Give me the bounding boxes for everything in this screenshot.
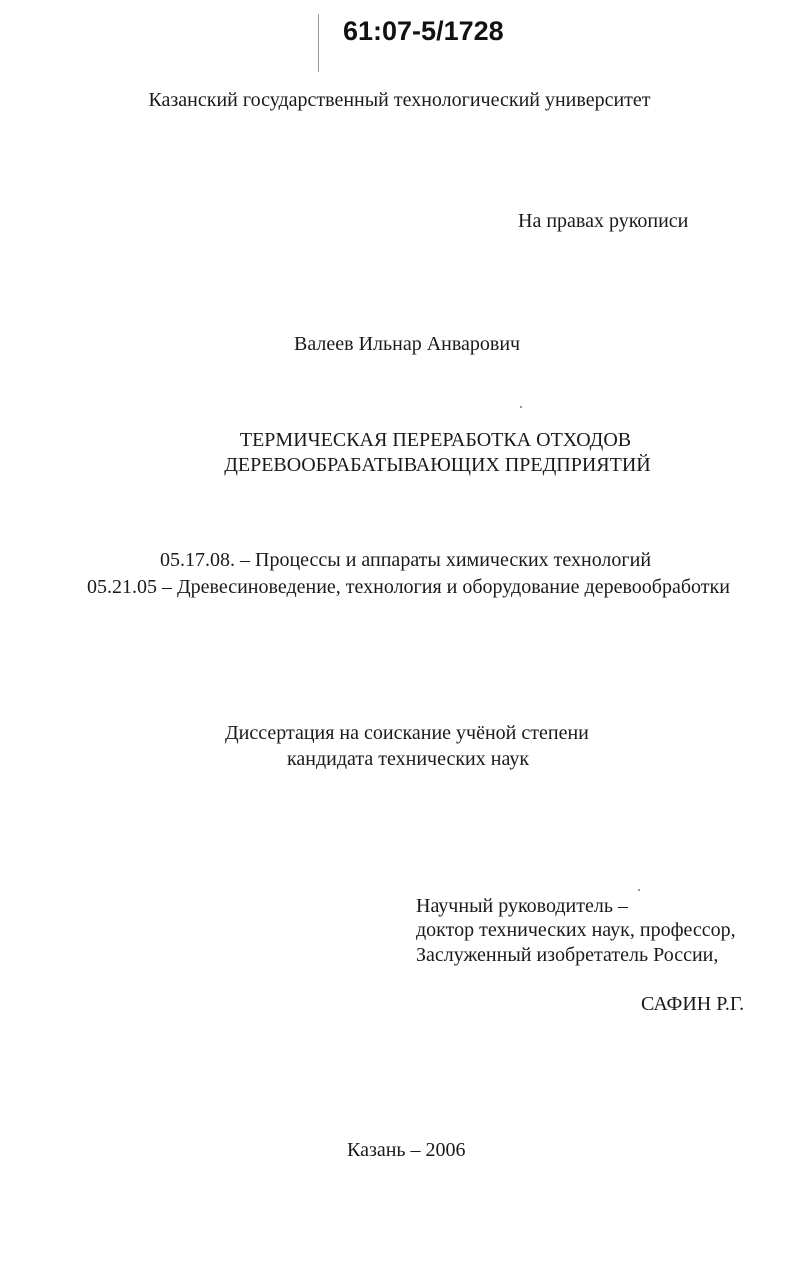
place-year: Казань – 2006 — [347, 1139, 466, 1161]
scan-speck — [520, 406, 522, 408]
supervisor-name: САФИН Р.Г. — [641, 993, 745, 1015]
supervisor-line-3: Заслуженный изобретатель России, — [416, 944, 719, 966]
manuscript-note: На правах рукописи — [518, 210, 689, 232]
supervisor-line-2: доктор технических наук, профессор, — [416, 919, 736, 941]
degree-line-2: кандидата технических наук — [287, 748, 530, 770]
specialty-line-1: 05.17.08. – Процессы и аппараты химических технологий — [160, 549, 652, 571]
scan-speck — [638, 889, 640, 891]
title-line-2: ДЕРЕВООБРАБАТЫВАЮЩИХ ПРЕДПРИЯТИЙ — [224, 454, 651, 476]
specialty-line-2: 05.21.05 – Древесиноведение, технология и оборудование деревообработки — [87, 576, 730, 598]
archive-code-stamp: 61:07-5/1728 — [343, 16, 504, 46]
supervisor-line-1: Научный руководитель – — [416, 895, 628, 917]
title-line-1: ТЕРМИЧЕСКАЯ ПЕРЕРАБОТКА ОТХОДОВ — [239, 429, 632, 451]
author-name: Валеев Ильнар Анварович — [294, 333, 521, 355]
degree-line-1: Диссертация на соискание учёной степени — [225, 722, 589, 744]
university-name: Казанский государственный технологический университет — [148, 89, 651, 111]
scan-line-top — [318, 14, 319, 72]
